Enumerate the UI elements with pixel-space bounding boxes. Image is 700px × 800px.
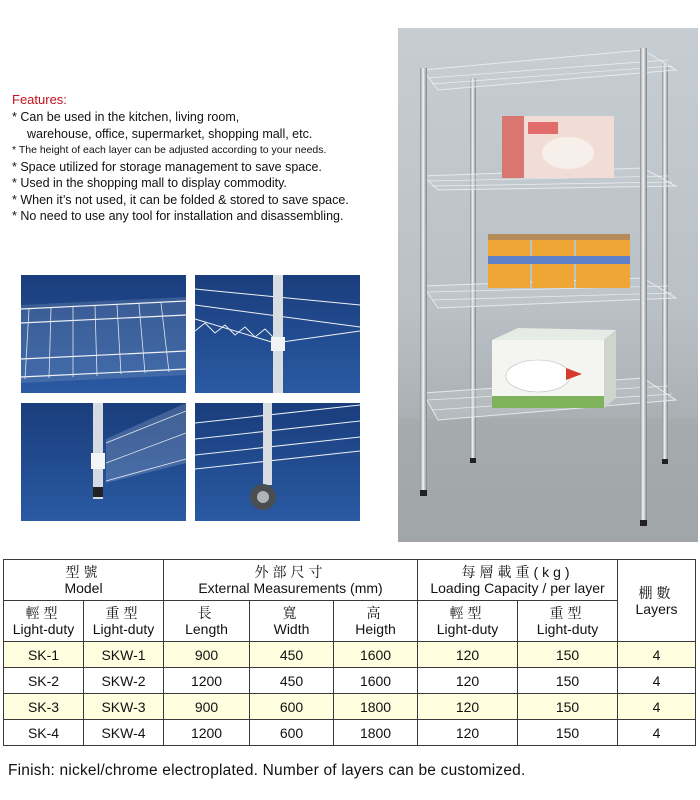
wire-shelf-detail-illustration [21,275,186,393]
cell-load-heavy: 150 [518,642,618,668]
feature-item: * Space utilized for storage management to save space. [12,159,322,174]
cell-heavy-model: SKW-3 [84,694,164,720]
cell-layers: 4 [618,668,696,694]
heavy-duty-model-header [84,601,164,642]
cell-light-model: SK-3 [4,694,84,720]
cell-heavy-model: SKW-2 [84,668,164,694]
length-zh: 長 [197,605,216,621]
features-heading: Features: [12,92,67,107]
feature-item: * When it’s not used, it can be folded & stored to save space. [12,192,349,207]
feature-item: * The height of each layer can be adjusted according to your needs. [12,144,327,156]
heavy-duty-zh: 重型 [105,605,142,621]
loading-capacity-header [418,560,618,601]
feature-item: * Can be used in the kitchen, living room, [12,110,240,124]
model-header [4,560,164,601]
layers-header [618,560,696,642]
external-measurements-header [164,560,418,601]
cell-height: 1800 [334,720,418,746]
cell-height: 1800 [334,694,418,720]
thumbnail-shelf-corner [21,275,186,393]
cell-height: 1600 [334,668,418,694]
table-row [4,642,696,668]
cell-length: 900 [164,642,250,668]
cell-load-heavy: 150 [518,668,618,694]
height-header [334,601,418,642]
cell-load-light: 120 [418,694,518,720]
light-duty-zh: 輕型 [25,605,62,621]
thumbnail-shelf-clip [21,403,186,521]
cell-heavy-model: SKW-4 [84,720,164,746]
cell-height: 1600 [334,642,418,668]
cell-light-model: SK-1 [4,642,84,668]
width-zh: 寬 [282,605,301,621]
thumbnail-shelf-pole [195,275,360,393]
product-photo-shelf [398,28,698,542]
cell-length: 1200 [164,668,250,694]
wire-shelf-illustration [398,28,698,542]
cell-width: 450 [250,642,334,668]
height-zh: 高 [366,605,385,621]
load-heavy-duty-header [518,601,618,642]
wire-shelf-pole-illustration [195,275,360,393]
cell-width: 600 [250,720,334,746]
cell-length: 1200 [164,720,250,746]
cell-length: 900 [164,694,250,720]
load-light-duty-zh: 輕型 [449,605,486,621]
cell-load-heavy: 150 [518,720,618,746]
width-header [250,601,334,642]
cell-light-model: SK-4 [4,720,84,746]
load-light-duty-header [418,601,518,642]
model-header-zh: 型號 [65,564,102,580]
wire-shelf-clip-illustration [21,403,186,521]
wire-shelf-caster-illustration [195,403,360,521]
cell-layers: 4 [618,720,696,746]
light-duty-en: Light-duty [12,621,75,637]
cell-light-model: SK-2 [4,668,84,694]
table-row [4,720,696,746]
layers-header-en: Layers [635,600,678,617]
feature-item: * No need to use any tool for installation and disassembling. [12,209,344,223]
table-row [4,668,696,694]
thumbnail-shelf-caster [195,403,360,521]
specification-table [3,559,696,746]
layers-header-zh: 棚數 [638,584,675,601]
cell-width: 600 [250,694,334,720]
finish-note: Finish: nickel/chrome electroplated. Number of layers can be customized. [8,762,526,779]
feature-item: * Used in the shopping mall to display commodity. [12,176,287,190]
external-measurements-header-en: External Measurements (mm) [198,580,383,596]
cell-width: 450 [250,668,334,694]
cell-load-light: 120 [418,668,518,694]
load-light-duty-en: Light-duty [436,621,499,637]
loading-capacity-header-en: Loading Capacity / per layer [430,580,605,596]
features-block [12,92,397,225]
load-heavy-duty-en: Light-duty [536,621,599,637]
light-duty-model-header [4,601,84,642]
model-header-en: Model [64,580,103,596]
cell-load-light: 120 [418,720,518,746]
load-heavy-duty-zh: 重型 [549,605,586,621]
heavy-duty-en: Light-duty [92,621,155,637]
cell-layers: 4 [618,642,696,668]
external-measurements-header-zh: 外部尺寸 [254,564,327,580]
width-en: Width [273,621,310,637]
length-header [164,601,250,642]
cell-load-light: 120 [418,642,518,668]
length-en: Length [185,621,228,637]
cell-load-heavy: 150 [518,694,618,720]
loading-capacity-header-zh: 每層載重(kg) [461,564,574,580]
cell-heavy-model: SKW-1 [84,642,164,668]
feature-item: warehouse, office, supermarket, shopping mall, etc. [27,126,313,141]
cell-layers: 4 [618,694,696,720]
height-en: Heigth [355,621,396,637]
table-row [4,694,696,720]
